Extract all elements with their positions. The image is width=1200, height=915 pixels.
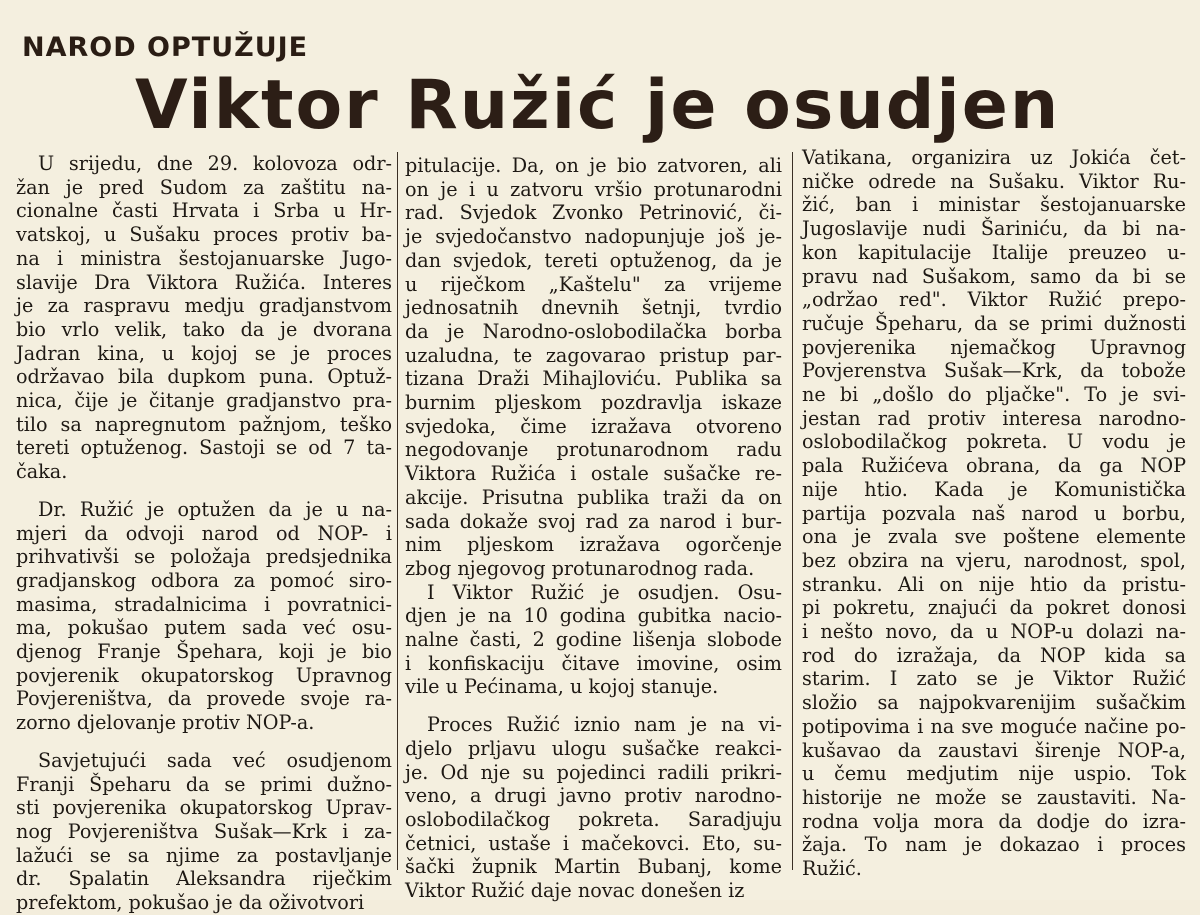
text-line: pitulacije. Da, on je bio zatvoren, ali	[405, 154, 782, 177]
text-line: povjerenika njemačkog Upravnog	[802, 335, 1186, 359]
text-line: Jadran kina, u kojoj se je proces	[16, 341, 392, 365]
text-line: gradjanskog odbora za pomoć siro-	[16, 568, 392, 592]
section-kicker: NAROD OPTUŽUJE	[22, 32, 309, 63]
text-line: čaka.	[16, 460, 68, 484]
text-line: ručuje Špeharu, da se primi dužnosti	[802, 311, 1186, 335]
text-line: u čemu medjutim nije uspio. Tok	[802, 762, 1186, 786]
text-line: cionalne časti Hrvata i Srba u Hr-	[16, 199, 392, 223]
text-line: prihvativši se položaja predsjednika	[16, 545, 392, 569]
text-line: oslobodilačkog pokreta. Saradjuju	[405, 807, 782, 831]
text-line: da je Narodno-oslobodilačka borba	[405, 319, 782, 343]
text-line: je svjedočanstvo nadopunjuje još je-	[405, 225, 782, 249]
text-line: U srijedu, dne 29. kolovoza odr-	[38, 152, 392, 175]
text-line: dr. Spalatin Aleksandra riječkim	[16, 867, 392, 891]
text-line: šački župnik Martin Bubanj, kome	[405, 855, 782, 879]
text-line: I Viktor Ružić je osudjen. Osu-	[427, 580, 782, 604]
text-line: tizana Draži Mihajloviću. Publika sa	[405, 367, 782, 391]
text-line: bez obzira na vjeru, narodnost, spol,	[802, 548, 1186, 572]
text-line: Savjetujući sada već osudjenom	[38, 748, 392, 772]
text-line: u riječkom „Kaštelu" za vrijeme	[405, 272, 782, 296]
text-line: nica, čije je čitanje gradjanstvo pra-	[16, 389, 392, 413]
text-line: pi pokretu, znajući da pokret donosi	[802, 596, 1186, 620]
text-line: nim pljeskom izražava ogorčenje	[405, 533, 782, 557]
text-line: pala Ružićeva obrana, da ga NOP	[802, 454, 1186, 478]
text-line: žaja. To nam je dokazao i proces	[802, 833, 1186, 857]
text-line: kušavao da zaustavi širenje NOP-a,	[802, 738, 1186, 762]
column-divider	[397, 152, 398, 870]
text-line: dan svjedok, tereti optuženog, da je	[405, 248, 782, 272]
text-line: rodna volja mora da dodje do izra-	[802, 809, 1186, 833]
text-line: žić, ban i ministar šestojanuarske	[802, 193, 1186, 217]
text-line: povjerenik okupatorskog Upravnog	[16, 663, 392, 687]
text-line: ne bi „došlo do pljačke". To je svi-	[802, 383, 1186, 407]
text-line: ona je zvala sve poštene elemente	[802, 525, 1186, 549]
text-line: bio vrlo velik, tako da je dvorana	[16, 317, 392, 341]
paragraph-gap	[16, 735, 392, 749]
text-line: masima, stradalnicima i povratnici-	[16, 592, 392, 616]
text-line: četnici, ustaše i mačekovci. Eto, su-	[405, 831, 782, 855]
text-line: zbog njegovog protunarodnog rada.	[405, 556, 755, 580]
text-line: potipovima i na sve moguće načine po-	[802, 714, 1186, 738]
text-line: veno, a drugi javno protiv narodno-	[405, 784, 782, 808]
text-line: na i ministra šestojanuarske Jugo-	[16, 246, 392, 270]
text-line: djelo prljavu ulogu sušačke reakci-	[405, 736, 782, 760]
text-line: lažući se sa njime za postavljanje	[16, 843, 392, 867]
text-line: nog Povjereništva Sušak—Krk i za-	[16, 819, 392, 843]
text-line: složio sa najpokvarenijim sušačkim	[802, 691, 1186, 715]
text-line: jestan rad protiv interesa narodno-	[802, 406, 1186, 430]
text-line: zorno djelovanje protiv NOP-a.	[16, 711, 315, 735]
text-line: nalne časti, 2 godine lišenja slobode	[405, 628, 782, 652]
column-divider	[792, 152, 793, 870]
text-line: tereti optuženog. Sastoji se od 7 ta-	[16, 436, 392, 460]
text-line: Jugoslavije nudi Šariniću, da bi na-	[802, 217, 1186, 241]
text-line: uzaludna, te zagovarao pristup par-	[405, 343, 782, 367]
text-line: slavije Dra Viktora Ružića. Interes	[16, 270, 392, 294]
text-line: akcije. Prisutna publika traži da on	[405, 485, 782, 509]
text-line: Ružić.	[802, 857, 862, 881]
text-line: nije htio. Kada je Komunistička	[802, 477, 1186, 501]
text-line: i nešto novo, da u NOP-u dolazi na-	[802, 620, 1186, 644]
text-line: Povjerenstva Sušak—Krk, da tobože	[802, 359, 1186, 383]
text-line: negodovanje protunarodnom radu	[405, 438, 782, 462]
text-line: pravu nad Sušakom, samo da bi se	[802, 264, 1186, 288]
text-line: starim. I zato se je Viktor Ružić	[802, 667, 1186, 691]
text-line: Dr. Ružić je optužen da je u na-	[38, 497, 392, 521]
text-line: Viktora Ružića i ostale sušačke re-	[405, 462, 782, 486]
text-line: je. Od nje su pojedinci radili prikri-	[405, 760, 782, 784]
text-line: Proces Ružić iznio nam je na vi-	[427, 713, 782, 737]
text-line: Povjereništva, da provede svoje ra-	[16, 687, 392, 711]
text-line: oslobodilačkog pokreta. U vodu je	[802, 430, 1186, 454]
text-line: rod do izražaja, da NOP kida sa	[802, 643, 1186, 667]
text-line: žan je pred Sudom za zaštitu na-	[16, 175, 392, 199]
text-line: Vatikana, organizira uz Jokića čet-	[802, 146, 1186, 169]
text-line: vatskoj, u Sušaku proces protiv ba-	[16, 223, 392, 247]
paragraph-gap	[405, 699, 782, 713]
text-line: on je i u zatvoru vršio protunarodni	[405, 177, 782, 201]
text-line: i konfiskaciju čitave imovine, osim	[405, 651, 782, 675]
text-line: prefektom, pokušao je da oživotvori	[16, 891, 365, 915]
text-line: djenog Franje Špehara, koji je bio	[16, 640, 392, 664]
text-line: mjeri da odvoji narod od NOP- i	[16, 521, 392, 545]
text-line: ma, pokušao putem sada već osu-	[16, 616, 392, 640]
text-line: djen je na 10 godina gubitka nacio-	[405, 604, 782, 628]
text-line: tilo sa napregnutom pažnjom, teško	[16, 412, 392, 436]
text-line: vile u Pećinama, u kojoj stanuje.	[405, 675, 719, 699]
text-line: održavao bila dupkom puna. Optuž-	[16, 365, 392, 389]
article-headline: Viktor Ružić je osudjen	[135, 66, 1061, 145]
text-line: stranku. Ali on nije htio da pristu-	[802, 572, 1186, 596]
text-line: Franji Špeharu da se primi dužno-	[16, 772, 392, 796]
text-line: partija pozvala naš narod u borbu,	[802, 501, 1186, 525]
text-line: „održao red". Viktor Ružić prepo-	[802, 288, 1186, 312]
article-column-1	[16, 152, 392, 915]
text-line: ničke odrede na Sušaku. Viktor Ru-	[802, 169, 1186, 193]
text-line: rad. Svjedok Zvonko Petrinović, či-	[405, 201, 782, 225]
article-column-2	[405, 154, 782, 903]
text-line: svjedoka, čime izražava otvoreno	[405, 414, 782, 438]
article-column-3	[802, 146, 1186, 881]
text-line: jednosatnih dnevnih šetnji, tvrdio	[405, 296, 782, 320]
paragraph-gap	[16, 484, 392, 498]
text-line: sada dokaže svoj rad za narod i bur-	[405, 509, 782, 533]
text-line: je za raspravu medju gradjanstvom	[16, 294, 392, 318]
text-line: burnim pljeskom pozdravlja iskaze	[405, 391, 782, 415]
text-line: sti povjerenika okupatorskog Uprav-	[16, 796, 392, 820]
text-line: kon kapitulacije Italije preuzeo u-	[802, 240, 1186, 264]
text-line: historije ne može se zaustaviti. Na-	[802, 785, 1186, 809]
text-line: Viktor Ružić daje novac donešen iz	[405, 879, 745, 903]
